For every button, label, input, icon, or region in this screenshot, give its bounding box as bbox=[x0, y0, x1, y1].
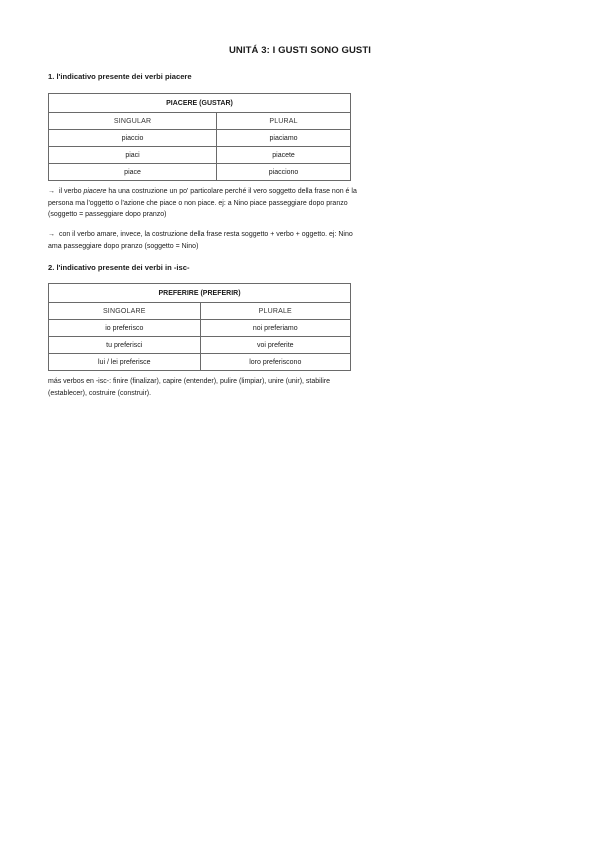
note-text: con il verbo amare, invece, la costruzione della frase resta soggetto + verbo + oggetto. ej: Nino ama passeggiare dopo pranzo (soggetto = Nino) bbox=[48, 231, 353, 250]
table-row bbox=[49, 130, 351, 147]
note-text: il verbo bbox=[58, 188, 82, 195]
table-cell: piaccio bbox=[49, 130, 217, 147]
table-cell: piaciamo bbox=[217, 130, 351, 147]
table-row bbox=[49, 320, 351, 337]
table-caption: PREFERIRE (PREFERIR) bbox=[49, 284, 351, 303]
table-cell: voi preferite bbox=[200, 337, 350, 354]
table-cell: noi preferiamo bbox=[200, 320, 350, 337]
table-row bbox=[49, 164, 351, 181]
note-text: ha una costruzione un po' particolare perché il vero soggetto della frase non é la persona ma l'oggetto o l'azione che piace o non piace. ej: a Nino piace passeggiare dopo pranzo (soggetto = passeggiare dopo pranzo) bbox=[48, 188, 357, 218]
table-row bbox=[49, 337, 351, 354]
piacere-table bbox=[48, 93, 351, 181]
table-row bbox=[49, 354, 351, 371]
note-verb: piacere bbox=[83, 188, 107, 195]
table-cell: piace bbox=[49, 164, 217, 181]
arrow-icon: → bbox=[48, 188, 55, 195]
table-cell: piacciono bbox=[217, 164, 351, 181]
table-cell: piacete bbox=[217, 147, 351, 164]
section-1-heading: 1. l'indicativo presente dei verbi piacere bbox=[48, 72, 192, 81]
table-cell: tu preferisci bbox=[49, 337, 201, 354]
column-header: SINGULAR bbox=[49, 113, 217, 130]
table-cell: loro preferiscono bbox=[200, 354, 350, 371]
table-cell: lui / lei preferisce bbox=[49, 354, 201, 371]
table-row bbox=[49, 147, 351, 164]
isc-verbs-note: más verbos en -isc-: finire (finalizar), capire (entender), pulire (limpiar), unire (unir), stabilire (establecer), costruire (construir). bbox=[48, 378, 331, 397]
table-cell: io preferisco bbox=[49, 320, 201, 337]
preferire-table bbox=[48, 283, 351, 371]
page-title: UNITÁ 3: I GUSTI SONO GUSTI bbox=[228, 45, 372, 56]
arrow-icon: → bbox=[48, 231, 55, 238]
column-header: PLURAL bbox=[217, 113, 351, 130]
amare-note bbox=[48, 229, 358, 252]
column-header: PLURALE bbox=[200, 303, 350, 320]
piacere-note bbox=[48, 186, 358, 221]
column-header: SINGOLARE bbox=[49, 303, 201, 320]
table-cell: piaci bbox=[49, 147, 217, 164]
section-2-heading: 2. l'indicativo presente dei verbi in -isc- bbox=[48, 263, 190, 272]
table-caption: PIACERE (GUSTAR) bbox=[49, 94, 351, 113]
